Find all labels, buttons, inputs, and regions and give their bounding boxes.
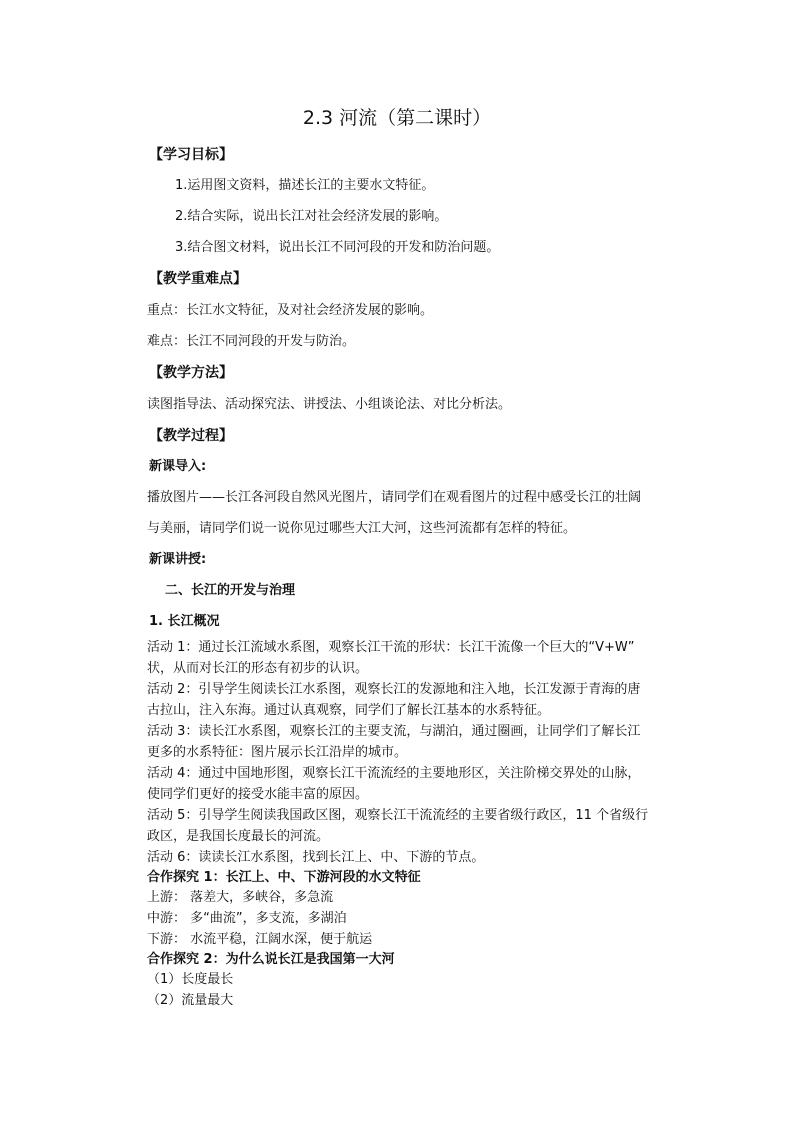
coop2-item: （1）长度最长 <box>147 972 234 987</box>
activity-line: 使同学们更好的接受水能丰富的原因。 <box>147 787 369 802</box>
coop1-middle: 中游： 多“曲流”，多支流，多湖泊 <box>147 911 347 926</box>
coop2-item: （2）流量最大 <box>147 993 234 1008</box>
activity-line: 状，从而对长江的形态有初步的认识。 <box>147 661 369 676</box>
objectives-heading: 【学习目标】 <box>149 147 233 163</box>
intro-label: 新课导入: <box>149 459 207 474</box>
intro-paragraph-line: 播放图片——长江各河段自然风光图片，请同学们在观看图片的过程中感受长江的壮阔 <box>147 490 642 505</box>
methods-heading: 【教学方法】 <box>149 365 233 381</box>
coop2-title: 合作探究 2：为什么说长江是我国第一大河 <box>147 952 395 967</box>
objective-item: 1.运用图文资料，描述长江的主要水文特征。 <box>175 178 435 193</box>
objective-item: 3.结合图文材料，说出长江不同河段的开发和防治问题。 <box>175 240 500 255</box>
lecture-label: 新课讲授: <box>149 552 207 567</box>
difficult-point: 难点：长江不同河段的开发与防治。 <box>147 334 356 349</box>
coop1-upper: 上游： 落差大，多峡谷，多急流 <box>147 890 334 905</box>
sub-title: 1. 长江概况 <box>149 614 220 629</box>
activity-line: 活动 2：引导学生阅读长江水系图，观察长江的发源地和注入地，长江发源于青海的唐 <box>147 682 641 697</box>
activity-line: 古拉山，注入东海。通过认真观察，同学们了解长江基本的水系特征。 <box>147 703 551 718</box>
page-title: 2.3 河流（第二课时） <box>302 107 492 129</box>
methods-text: 读图指导法、活动探究法、讲授法、小组谈论法、对比分析法。 <box>147 397 512 412</box>
activity-line: 活动 5：引导学生阅读我国政区图，观察长江干流流经的主要省级行政区，11 个省级行 <box>147 808 649 823</box>
activity-line: 更多的水系特征：图片展示长江沿岸的城市。 <box>147 745 408 760</box>
activity-line: 活动 1：通过长江流域水系图，观察长江干流的形状：长江干流像一个巨大的“V+W” <box>147 640 635 655</box>
activity-line: 活动 3：读长江水系图，观察长江的主要支流，与湖泊，通过圈画，让同学们了解长江 <box>147 724 641 739</box>
activity-line: 活动 4：通过中国地形图，观察长江干流流经的主要地形区，关注阶梯交界处的山脉， <box>147 766 641 781</box>
objective-item: 2.结合实际，说出长江对社会经济发展的影响。 <box>175 209 448 224</box>
coop1-lower: 下游： 水流平稳，江阔水深，便于航运 <box>147 932 373 947</box>
intro-paragraph-line: 与美丽，请同学们说一说你见过哪些大江大河，这些河流都有怎样的特征。 <box>147 521 577 536</box>
part-title: 二、长江的开发与治理 <box>165 583 296 598</box>
process-heading: 【教学过程】 <box>149 428 233 444</box>
key-point: 重点：长江水文特征，及对社会经济发展的影响。 <box>147 303 434 318</box>
activity-line: 政区，是我国长度最长的河流。 <box>147 829 330 844</box>
coop1-title: 合作探究 1：长江上、中、下游河段的水文特征 <box>147 870 421 885</box>
activity-line: 活动 6：读读长江水系图，找到长江上、中、下游的节点。 <box>147 850 485 865</box>
keypoints-heading: 【教学重难点】 <box>149 271 247 287</box>
